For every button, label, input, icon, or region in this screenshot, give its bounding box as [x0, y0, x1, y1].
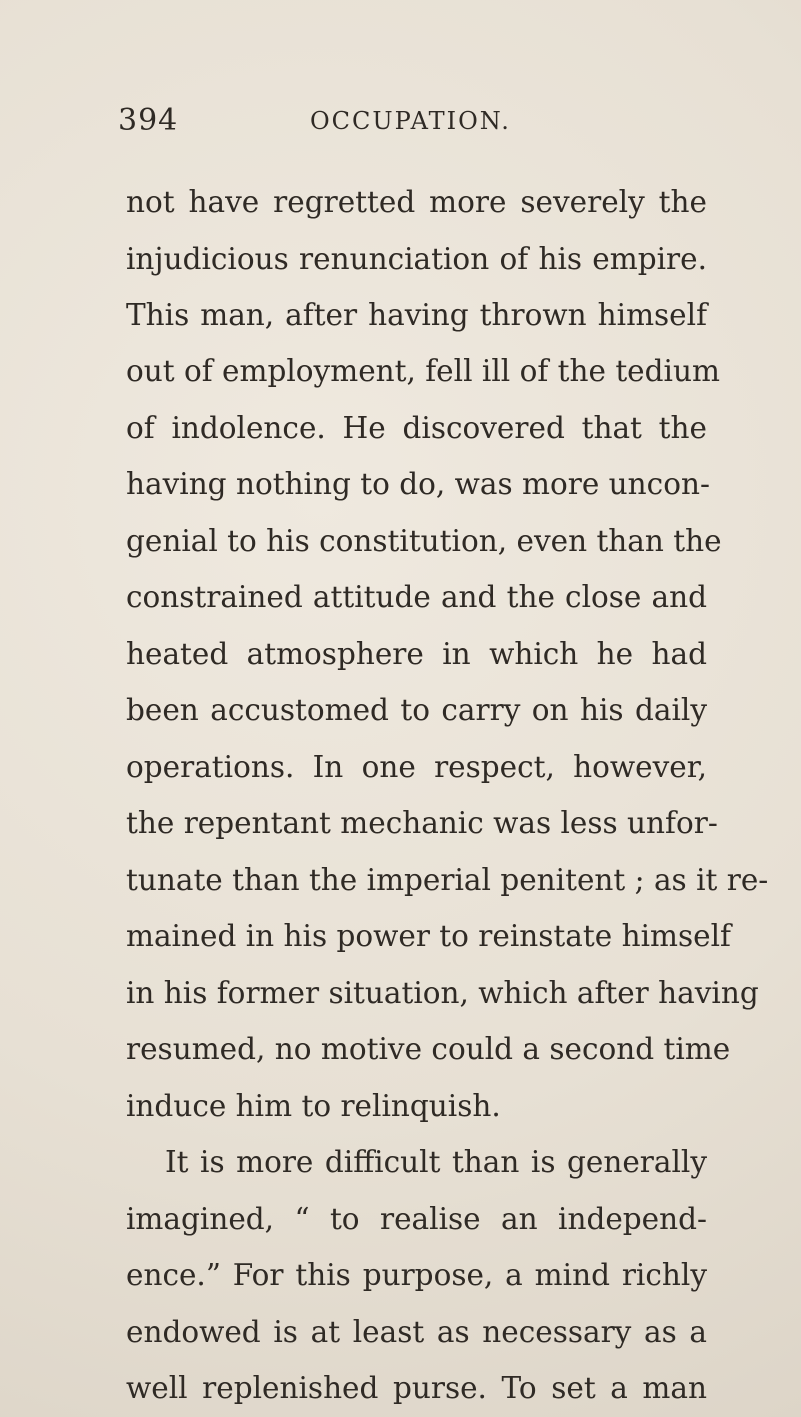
- text-line: injudicious renunciation of his empire.: [126, 242, 707, 276]
- text-line: in his former situation, which after having: [126, 976, 759, 1010]
- text-line: well replenished purse. To set a man: [126, 1371, 707, 1405]
- text-line: tunate than the imperial penitent ; as it re-: [126, 863, 769, 897]
- text-line: genial to his constitution, even than the: [126, 524, 722, 558]
- page-number: 394: [118, 103, 179, 138]
- text-line: This man, after having thrown himself: [126, 298, 707, 332]
- text-line: not have regretted more severely the: [126, 185, 707, 219]
- text-line: heated atmosphere in which he had: [126, 637, 707, 671]
- text-line: of indolence. He discovered that the: [126, 411, 707, 445]
- text-line: having nothing to do, was more uncon-: [126, 467, 710, 501]
- text-line: ence.” For this purpose, a mind richly: [126, 1258, 707, 1292]
- text-line: induce him to relinquish.: [126, 1089, 501, 1123]
- text-line: out of employment, fell ill of the tedium: [126, 354, 720, 388]
- text-line: endowed is at least as necessary as a: [126, 1315, 707, 1349]
- text-line: It is more difficult than is generally: [165, 1145, 707, 1179]
- text-line: resumed, no motive could a second time: [126, 1032, 731, 1066]
- text-line: been accustomed to carry on his daily: [126, 693, 707, 727]
- running-head: OCCUPATION.: [310, 107, 511, 135]
- text-line: imagined, “ to realise an independ-: [126, 1202, 707, 1236]
- text-line: the repentant mechanic was less unfor-: [126, 806, 718, 840]
- text-line: constrained attitude and the close and: [126, 580, 707, 614]
- text-line: operations. In one respect, however,: [126, 750, 707, 784]
- text-line: mained in his power to reinstate himself: [126, 919, 731, 953]
